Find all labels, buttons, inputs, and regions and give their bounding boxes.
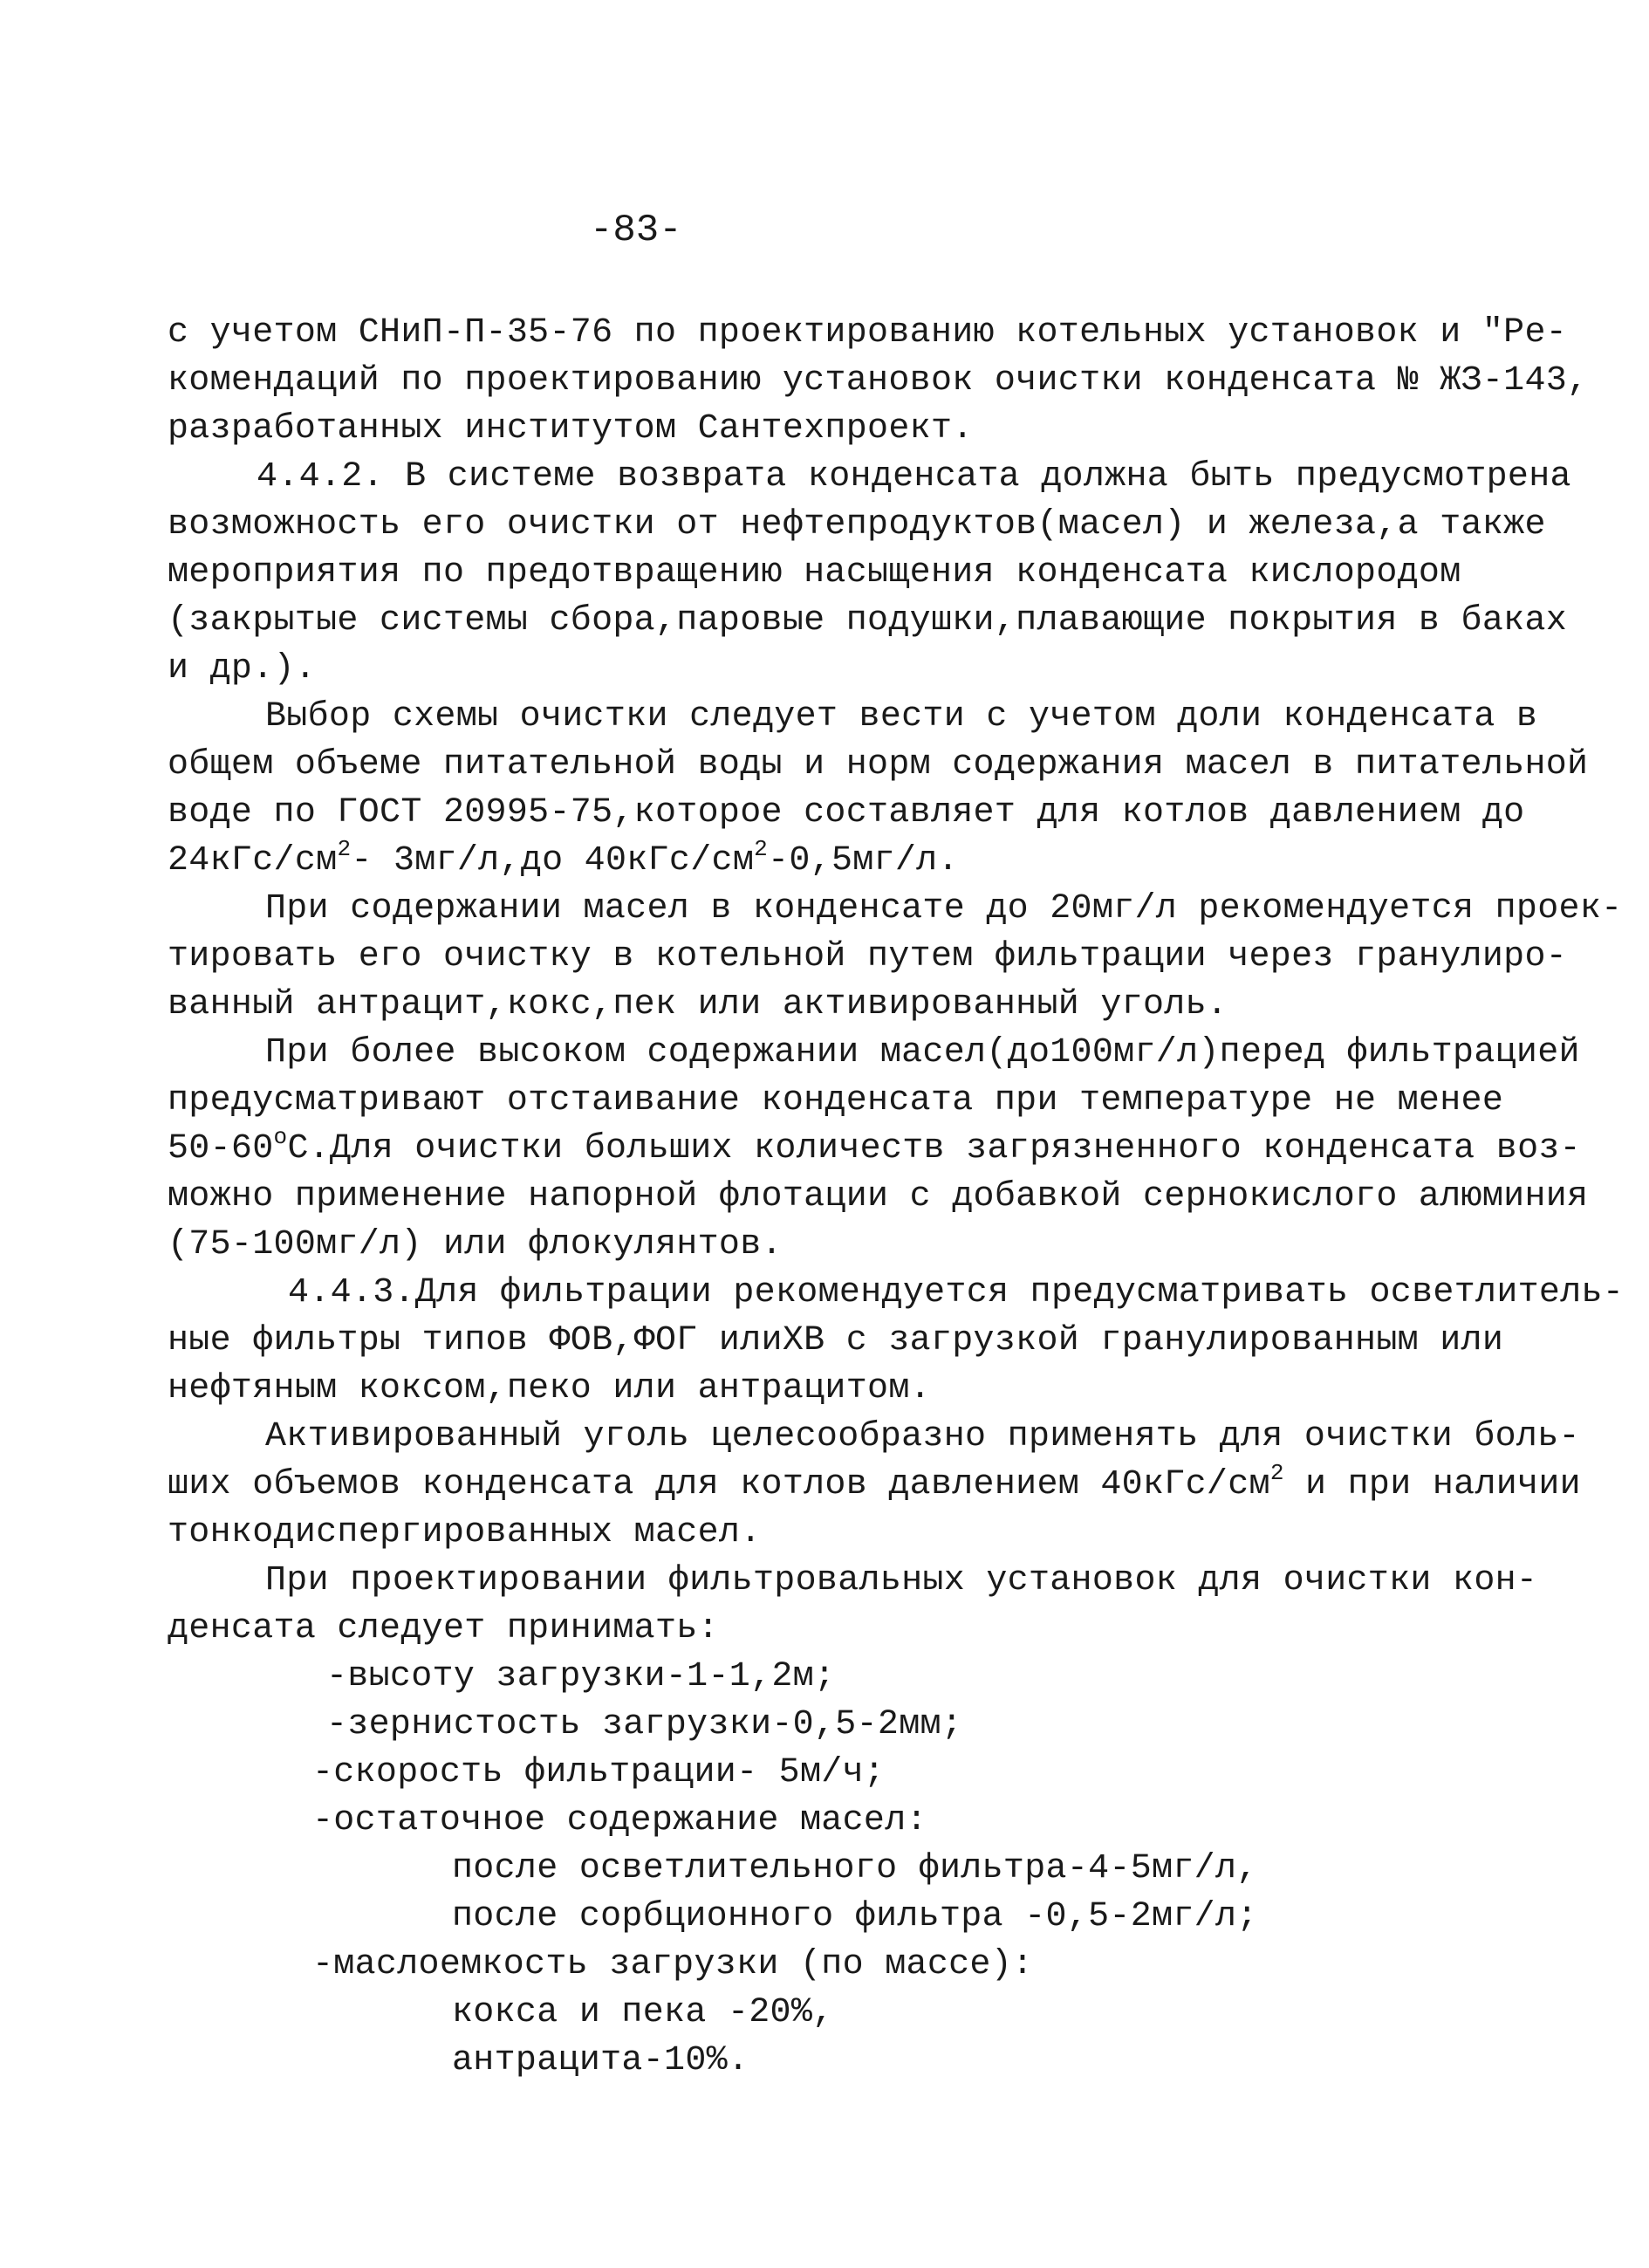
sublist-item: после осветлительного фильтра-4-5мг/л, <box>452 1849 1258 1888</box>
paragraph-design-params: При проектировании фильтровальных установок для очистки кон- <box>265 1561 1538 1600</box>
list-item-grain-size: -зернистость загрузки-0,5-2мм; <box>326 1705 963 1744</box>
superscript: 2 <box>1269 1460 1284 1486</box>
norm-1-value: - 3мг/л,до 40кГс/см <box>351 841 755 880</box>
text-line: мероприятия по предотвращению насыщения конденсата кислородом <box>168 553 1461 593</box>
text-line: возможность его очистки от нефтепродуктов(масел) и железа,а также <box>168 505 1546 545</box>
text-line: тировать его очистку в котельной путем фильтрации через гранулиро- <box>168 937 1568 976</box>
list-item-load-height: -высоту загрузки-1-1,2м; <box>326 1657 836 1696</box>
list-item-residual-oil: -остаточное содержание масел: <box>312 1801 927 1840</box>
text-line: денсата следует принимать: <box>168 1609 719 1648</box>
text-fragment: и при наличии <box>1283 1465 1581 1504</box>
text-line-pressure <box>168 1460 1581 1508</box>
text-line: разработанных институтом Сантехпроект. <box>168 409 974 449</box>
superscript: 2 <box>337 836 352 862</box>
sublist-item: после сорбционного фильтра -0,5-2мг/л; <box>452 1897 1258 1936</box>
text-line: ные фильтры типов ФОВ,ФОГ илиХВ с загрузкой гранулированным или <box>168 1321 1504 1360</box>
paragraph-4-4-2: 4.4.2. В системе возврата конденсата должна быть предусмотрена <box>257 457 1571 497</box>
text-fragment: ших объемов конденсата для котлов давлением 40кГс/см <box>168 1465 1270 1504</box>
paragraph-scheme-choice: Выбор схемы очистки следует вести с учетом доли конденсата в <box>265 697 1538 737</box>
text-line: тонкодиспергированных масел. <box>168 1513 762 1552</box>
paragraph-4-4-3: 4.4.3.Для фильтрации рекомендуется предусматривать осветлитель- <box>288 1273 1625 1312</box>
text-line: можно применение напорной флотации с добавкой сернокислого алюминия <box>168 1177 1589 1216</box>
list-item-filtration-speed: -скорость фильтрации- 5м/ч; <box>312 1753 886 1792</box>
text-line: предусматривают отстаивание конденсата при температуре не менее <box>168 1081 1504 1120</box>
paragraph-high-oil: При более высоком содержании масел(до100мг/л)перед фильтрацией <box>265 1033 1580 1072</box>
text-line: воде по ГОСТ 20995-75,которое составляет для котлов давлением до <box>168 793 1525 833</box>
text-line: с учетом СНиП-П-35-76 по проектированию котельных установок и "Ре- <box>168 313 1568 353</box>
text-line: (75-100мг/л) или флокулянтов. <box>168 1225 783 1264</box>
text-fragment: С.Для очистки больших количеств загрязненного конденсата воз- <box>287 1129 1581 1168</box>
text-line: нефтяным коксом,пеко или антрацитом. <box>168 1369 931 1408</box>
superscript: 2 <box>754 836 769 862</box>
text-line: (закрытые системы сбора,паровые подушки,плавающие покрытия в баках <box>168 601 1568 641</box>
text-line: ванный антрацит,кокс,пек или активированный уголь. <box>168 985 1228 1024</box>
sublist-item: кокса и пека -20%, <box>452 1993 834 2032</box>
text-line-norms <box>168 836 959 884</box>
text-line: общем объеме питательной воды и норм содержания масел в питательной <box>168 745 1589 785</box>
degree-sign: о <box>273 1124 288 1150</box>
norm-2-value: -0,5мг/л. <box>768 841 959 880</box>
paragraph-activated-carbon: Активированный уголь целесообразно применять для очистки боль- <box>265 1417 1580 1456</box>
sublist-item: антрацита-10%. <box>452 2041 749 2080</box>
text-line: и др.). <box>168 649 317 689</box>
list-item-oil-capacity: -маслоемкость загрузки (по массе): <box>312 1945 1034 1984</box>
paragraph-low-oil: При содержании масел в конденсате до 20мг/л рекомендуется проек- <box>265 889 1623 928</box>
text-line: комендаций по проектированию установок очистки конденсата № ЖЗ-143, <box>168 361 1589 401</box>
temperature-value: 50-60 <box>168 1129 274 1168</box>
norm-1-unit: 24кГс/см <box>168 841 338 880</box>
page-number: -83- <box>590 209 682 252</box>
text-line-temperature <box>168 1124 1581 1172</box>
